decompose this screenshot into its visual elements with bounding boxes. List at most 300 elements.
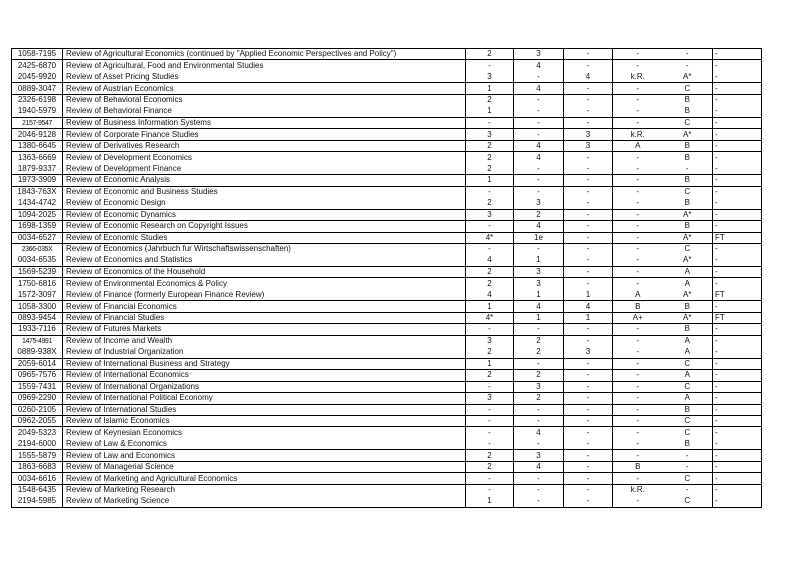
rating-cell-5: - (685, 60, 689, 70)
rating-cell-2: - (514, 163, 564, 174)
ft-list-cell: - (713, 209, 762, 220)
rating-cell-1: 1 (466, 358, 514, 369)
rating-cell-3: - (564, 370, 613, 381)
rating-cell-2: 2 (514, 335, 564, 346)
rating-cell-1: - (466, 484, 514, 495)
issn-cell: 0260-2105 (17, 404, 57, 414)
rating-cell-5: B (684, 95, 690, 105)
rating-cell-5: C (684, 358, 691, 368)
ft-list-cell: - (713, 163, 762, 174)
journal-name-cell: Review of Managerial Science (63, 461, 466, 472)
rating-cell-2: - (514, 496, 564, 507)
rating-cell-2: 4 (514, 140, 564, 151)
rating-cell-4: - (613, 427, 663, 438)
rating-cell-1: 4 (466, 289, 514, 300)
rating-cell-1: 2 (466, 347, 514, 358)
issn-cell: 1933-7116 (18, 324, 56, 334)
journal-name-cell: Review of Economic and Business Studies (63, 186, 466, 197)
table-row (12, 83, 762, 94)
rating-cell-3: - (564, 450, 613, 461)
rating-cell-5: C (684, 381, 691, 391)
rating-cell-4: - (613, 335, 663, 346)
issn-cell: 0889-3047 (17, 83, 57, 93)
rating-cell-2: 4 (514, 461, 564, 472)
rating-cell-3: - (564, 209, 613, 220)
rating-cell-1: 2 (466, 370, 514, 381)
rating-cell-4: k.R. (613, 71, 663, 82)
rating-cell-1: 4* (466, 232, 514, 243)
journal-name-cell: Review of Economic Research on Copyright Issues (63, 221, 466, 232)
rating-cell-3: - (564, 461, 613, 472)
rating-cell-1: 2 (466, 163, 514, 174)
rating-cell-5: B (684, 140, 690, 150)
rating-cell-4: - (613, 381, 663, 392)
rating-cell-2: - (514, 324, 564, 335)
rating-cell-5: A* (683, 129, 692, 139)
rating-cell-3: - (564, 163, 613, 174)
ft-list-cell: - (713, 335, 762, 346)
rating-cell-3: 4 (564, 301, 613, 312)
issn-cell: 1555-5879 (17, 450, 57, 460)
issn-cell: 1094-2025 (17, 209, 57, 219)
rating-cell-2: 2 (514, 347, 564, 358)
journal-name-cell: Review of Economic Dynamics (63, 209, 466, 220)
rating-cell-1: - (466, 404, 514, 415)
table-row (12, 450, 762, 461)
rating-cell-5: B (684, 106, 690, 116)
table-row (12, 266, 762, 277)
rating-cell-5: A (684, 393, 690, 403)
rating-cell-2: 2 (514, 370, 564, 381)
ft-list-cell: - (713, 94, 762, 105)
journal-name-cell: Review of Industrial Organization (63, 347, 466, 358)
rating-cell-2: - (514, 358, 564, 369)
rating-cell-4: - (613, 106, 663, 117)
journal-name-cell: Review of International Studies (63, 404, 466, 415)
table-row (12, 117, 762, 128)
table-row (12, 198, 762, 209)
rating-cell-5: A* (683, 209, 692, 219)
rating-cell-1: 4 (466, 255, 514, 266)
ft-list-cell: - (713, 129, 762, 140)
rating-cell-4: - (613, 473, 663, 484)
rating-cell-3: - (564, 393, 613, 404)
rating-cell-5: B (684, 301, 690, 311)
rating-cell-1: - (466, 473, 514, 484)
ft-list-cell: - (713, 140, 762, 151)
rating-cell-4: - (613, 278, 663, 289)
table-row (12, 106, 762, 117)
rating-cell-1: 1 (466, 301, 514, 312)
ft-list-cell: - (713, 450, 762, 461)
rating-cell-1: 2 (466, 450, 514, 461)
table-row (12, 94, 762, 105)
rating-cell-5: C (684, 187, 691, 197)
rating-cell-1: - (466, 438, 514, 449)
rating-cell-1: - (466, 186, 514, 197)
rating-cell-2: - (514, 117, 564, 128)
rating-cell-2: 4 (514, 152, 564, 163)
rating-cell-3: - (564, 335, 613, 346)
table-row (12, 381, 762, 392)
table-row (12, 370, 762, 381)
rating-cell-2: 3 (514, 198, 564, 209)
issn-cell: 1973-3909 (17, 175, 57, 185)
rating-cell-4: A+ (613, 312, 663, 323)
journal-name-cell: Review of Finance (formerly European Finance Review) (63, 289, 466, 300)
table-row (12, 404, 762, 415)
rating-cell-3: - (564, 198, 613, 209)
rating-cell-4: - (613, 83, 663, 94)
rating-cell-2: 3 (514, 278, 564, 289)
rating-cell-4: - (613, 186, 663, 197)
table-row (12, 484, 762, 495)
rating-cell-2: 1 (514, 289, 564, 300)
rating-cell-2: - (514, 243, 564, 254)
ft-list-cell: - (713, 255, 762, 266)
issn-cell: 0969-2290 (17, 393, 57, 403)
rating-cell-4: - (613, 198, 663, 209)
journal-name-cell: Review of International Economics (63, 370, 466, 381)
rating-cell-5: A* (683, 313, 692, 323)
journal-name-cell: Review of Derivatives Research (63, 140, 466, 151)
ft-list-cell: - (713, 106, 762, 117)
rating-cell-4: A (613, 289, 663, 300)
ft-list-cell: - (713, 393, 762, 404)
ft-list-cell: - (713, 496, 762, 507)
table-row (12, 393, 762, 404)
rating-cell-2: 3 (514, 49, 564, 60)
issn-cell: 1843-763X (17, 187, 57, 197)
rating-cell-3: - (564, 175, 613, 186)
rating-cell-5: A* (683, 71, 692, 81)
rating-cell-3: - (564, 496, 613, 507)
journal-name-cell: Review of Economics and Statistics (63, 255, 466, 266)
rating-cell-2: - (514, 175, 564, 186)
issn-cell: 1434-4742 (17, 198, 57, 208)
rating-cell-5: A (684, 347, 690, 357)
ft-list-cell: - (713, 186, 762, 197)
table-row (12, 438, 762, 449)
rating-cell-5: C (684, 244, 691, 254)
rating-cell-5: C (684, 416, 691, 426)
ft-list-cell: - (713, 461, 762, 472)
rating-cell-4: - (613, 117, 663, 128)
issn-cell: 0034-6616 (17, 473, 57, 483)
journal-ratings-table (11, 48, 762, 508)
rating-cell-3: - (564, 416, 613, 427)
ft-list-cell: - (713, 416, 762, 427)
rating-cell-3: 1 (564, 289, 613, 300)
rating-cell-5: A (684, 336, 690, 346)
rating-cell-3: - (564, 438, 613, 449)
rating-cell-3: - (564, 83, 613, 94)
ft-list-cell: - (713, 484, 762, 495)
rating-cell-2: 1 (514, 312, 564, 323)
table-row (12, 60, 762, 71)
ft-list-cell: FT (713, 289, 762, 300)
issn-cell: 1572-3097 (17, 289, 57, 299)
rating-cell-2: 2 (514, 209, 564, 220)
rating-cell-4: - (613, 209, 663, 220)
rating-cell-4: - (613, 266, 663, 277)
journal-name-cell: Review of Austrian Economics (63, 83, 466, 94)
journal-name-cell: Review of Behavioral Finance (63, 106, 466, 117)
rating-cell-4: - (613, 404, 663, 415)
ft-list-cell: FT (713, 312, 762, 323)
rating-cell-1: 2 (466, 49, 514, 60)
rating-cell-3: - (564, 232, 613, 243)
rating-cell-2: 4 (514, 221, 564, 232)
table-row (12, 301, 762, 312)
ft-list-cell: - (713, 358, 762, 369)
rating-cell-3: 3 (564, 347, 613, 358)
rating-cell-4: - (613, 243, 663, 254)
rating-cell-3: - (564, 49, 613, 60)
ft-list-cell: - (713, 221, 762, 232)
rating-cell-3: - (564, 186, 613, 197)
rating-cell-1: 2 (466, 152, 514, 163)
rating-cell-1: 1 (466, 106, 514, 117)
rating-cell-1: 1 (466, 496, 514, 507)
issn-cell: 0034-6535 (17, 255, 57, 265)
rating-cell-2: 1e (514, 232, 564, 243)
table-row (12, 496, 762, 507)
rating-cell-4: - (613, 370, 663, 381)
journal-name-cell: Review of Economics of the Household (63, 266, 466, 277)
issn-cell: 0034-6527 (17, 232, 57, 242)
rating-cell-5: A (684, 278, 690, 288)
rating-cell-5: - (685, 485, 689, 495)
rating-cell-3: 3 (564, 140, 613, 151)
rating-cell-3: 3 (564, 129, 613, 140)
ft-list-cell: - (713, 347, 762, 358)
ft-list-cell: - (713, 301, 762, 312)
rating-cell-1: 1 (466, 83, 514, 94)
rating-cell-2: 1 (514, 255, 564, 266)
table-row (12, 324, 762, 335)
rating-cell-1: 3 (466, 209, 514, 220)
rating-cell-4: k.R. (613, 129, 663, 140)
table-row (12, 289, 762, 300)
rating-cell-1: 3 (466, 129, 514, 140)
issn-cell: 2049-5323 (17, 427, 57, 437)
rating-cell-5: - (685, 49, 689, 59)
ft-list-cell: - (713, 83, 762, 94)
rating-cell-4: B (613, 301, 663, 312)
journal-name-cell: Review of International Political Economy (63, 393, 466, 404)
ft-list-cell: - (713, 198, 762, 209)
rating-cell-3: - (564, 404, 613, 415)
rating-cell-2: 3 (514, 450, 564, 461)
issn-cell: 2194-5985 (17, 496, 57, 506)
rating-cell-1: 2 (466, 278, 514, 289)
issn-cell: 1559-7431 (17, 381, 57, 391)
rating-cell-3: - (564, 427, 613, 438)
rating-cell-3: - (564, 266, 613, 277)
rating-cell-5: C (684, 473, 691, 483)
issn-cell: 1879-9337 (17, 163, 57, 173)
rating-cell-5: B (684, 324, 690, 334)
rating-cell-2: 3 (514, 266, 564, 277)
rating-cell-5: - (685, 163, 689, 173)
ft-list-cell: - (713, 266, 762, 277)
rating-cell-3: - (564, 358, 613, 369)
rating-cell-4: - (613, 416, 663, 427)
table-row (12, 49, 762, 60)
rating-cell-3: - (564, 473, 613, 484)
table-row (12, 232, 762, 243)
rating-cell-1: 3 (466, 335, 514, 346)
issn-cell: 2366-035X (21, 245, 53, 253)
rating-cell-1: 2 (466, 198, 514, 209)
issn-cell: 1058-7195 (17, 49, 57, 59)
rating-cell-4: - (613, 496, 663, 507)
table-row (12, 335, 762, 346)
rating-cell-4: - (613, 221, 663, 232)
ft-list-cell: - (713, 49, 762, 60)
table-row (12, 461, 762, 472)
table-row (12, 278, 762, 289)
ft-list-cell: - (713, 404, 762, 415)
rating-cell-5: A* (683, 289, 692, 299)
rating-cell-4: - (613, 232, 663, 243)
issn-cell: 1863-6683 (17, 462, 57, 472)
journal-name-cell: Review of Economics (Jahrbuch fur Wirtschaftswissenschaften) (63, 243, 466, 254)
table-row (12, 221, 762, 232)
rating-cell-1: - (466, 416, 514, 427)
rating-cell-5: B (684, 152, 690, 162)
rating-cell-4: - (613, 393, 663, 404)
journal-name-cell: Review of Futures Markets (63, 324, 466, 335)
issn-cell: 2326-6198 (17, 95, 57, 105)
table-row (12, 255, 762, 266)
issn-cell: 2157-9547 (22, 119, 52, 127)
ft-list-cell: - (713, 278, 762, 289)
rating-cell-1: 3 (466, 393, 514, 404)
rating-cell-1: 2 (466, 461, 514, 472)
rating-cell-5: A* (683, 232, 692, 242)
rating-cell-2: 3 (514, 381, 564, 392)
rating-cell-4: - (613, 94, 663, 105)
rating-cell-4: - (613, 324, 663, 335)
table-row (12, 140, 762, 151)
issn-cell: 0965-7576 (17, 370, 57, 380)
rating-cell-2: - (514, 416, 564, 427)
journal-table-body (12, 49, 762, 508)
rating-cell-3: - (564, 221, 613, 232)
rating-cell-3: - (564, 484, 613, 495)
ft-list-cell: - (713, 71, 762, 82)
issn-cell: 1363-6669 (17, 152, 57, 162)
rating-cell-4: - (613, 60, 663, 71)
ft-list-cell: - (713, 152, 762, 163)
rating-cell-3: 1 (564, 312, 613, 323)
issn-cell: 1940-5979 (17, 106, 57, 116)
rating-cell-2: - (514, 106, 564, 117)
rating-cell-1: 2 (466, 140, 514, 151)
table-row (12, 473, 762, 484)
rating-cell-3: - (564, 94, 613, 105)
rating-cell-3: - (564, 60, 613, 71)
journal-name-cell: Review of Environmental Economics & Policy (63, 278, 466, 289)
issn-cell: 2046-9128 (17, 129, 57, 139)
journal-name-cell: Review of Corporate Finance Studies (63, 129, 466, 140)
journal-name-cell: Review of Development Economics (63, 152, 466, 163)
issn-cell: 1698-1359 (17, 221, 57, 231)
rating-cell-1: - (466, 117, 514, 128)
ft-list-cell: - (713, 473, 762, 484)
ft-list-cell: - (713, 117, 762, 128)
ft-list-cell: - (713, 370, 762, 381)
rating-cell-2: - (514, 129, 564, 140)
table-row (12, 312, 762, 323)
rating-cell-5: B (684, 175, 690, 185)
rating-cell-2: 4 (514, 301, 564, 312)
rating-cell-1: 2 (466, 266, 514, 277)
journal-name-cell: Review of Agricultural Economics (continued by "Applied Economic Perspectives and Policy") (63, 49, 466, 60)
rating-cell-3: - (564, 117, 613, 128)
journal-name-cell: Review of Economic Analysis (63, 175, 466, 186)
rating-cell-3: - (564, 255, 613, 266)
rating-cell-5: C (684, 118, 691, 128)
rating-cell-4: - (613, 438, 663, 449)
issn-cell: 2425-6870 (17, 60, 57, 70)
issn-cell: 1380-6645 (17, 140, 57, 150)
rating-cell-1: - (466, 324, 514, 335)
rating-cell-1: 2 (466, 94, 514, 105)
journal-name-cell: Review of Development Finance (63, 163, 466, 174)
rating-cell-4: - (613, 358, 663, 369)
journal-name-cell: Review of Income and Wealth (63, 335, 466, 346)
journal-name-cell: Review of Keynesian Economics (63, 427, 466, 438)
rating-cell-5: - (685, 462, 689, 472)
table-row (12, 152, 762, 163)
ft-list-cell: - (713, 438, 762, 449)
rating-cell-2: - (514, 484, 564, 495)
rating-cell-2: 4 (514, 83, 564, 94)
table-row (12, 129, 762, 140)
rating-cell-1: - (466, 243, 514, 254)
rating-cell-4: - (613, 450, 663, 461)
journal-name-cell: Review of International Business and Strategy (63, 358, 466, 369)
journal-name-cell: Review of International Organizations (63, 381, 466, 392)
ft-list-cell: - (713, 60, 762, 71)
rating-cell-1: 1 (466, 175, 514, 186)
rating-cell-2: 2 (514, 393, 564, 404)
rating-cell-2: - (514, 438, 564, 449)
rating-cell-2: - (514, 404, 564, 415)
journal-name-cell: Review of Asset Pricing Studies (63, 71, 466, 82)
rating-cell-3: - (564, 381, 613, 392)
issn-cell: 0893-9454 (17, 313, 57, 323)
rating-cell-3: - (564, 243, 613, 254)
rating-cell-4: - (613, 175, 663, 186)
rating-cell-5: - (685, 450, 689, 460)
rating-cell-4: k.R. (613, 484, 663, 495)
ft-list-cell: - (713, 175, 762, 186)
journal-name-cell: Review of Behavioral Economics (63, 94, 466, 105)
ft-list-cell: - (713, 427, 762, 438)
table-row (12, 427, 762, 438)
table-row (12, 163, 762, 174)
rating-cell-5: C (684, 83, 691, 93)
ft-list-cell: FT (713, 232, 762, 243)
rating-cell-1: 4* (466, 312, 514, 323)
issn-cell: 1750-6816 (17, 278, 57, 288)
rating-cell-4: A (613, 140, 663, 151)
rating-cell-3: - (564, 152, 613, 163)
